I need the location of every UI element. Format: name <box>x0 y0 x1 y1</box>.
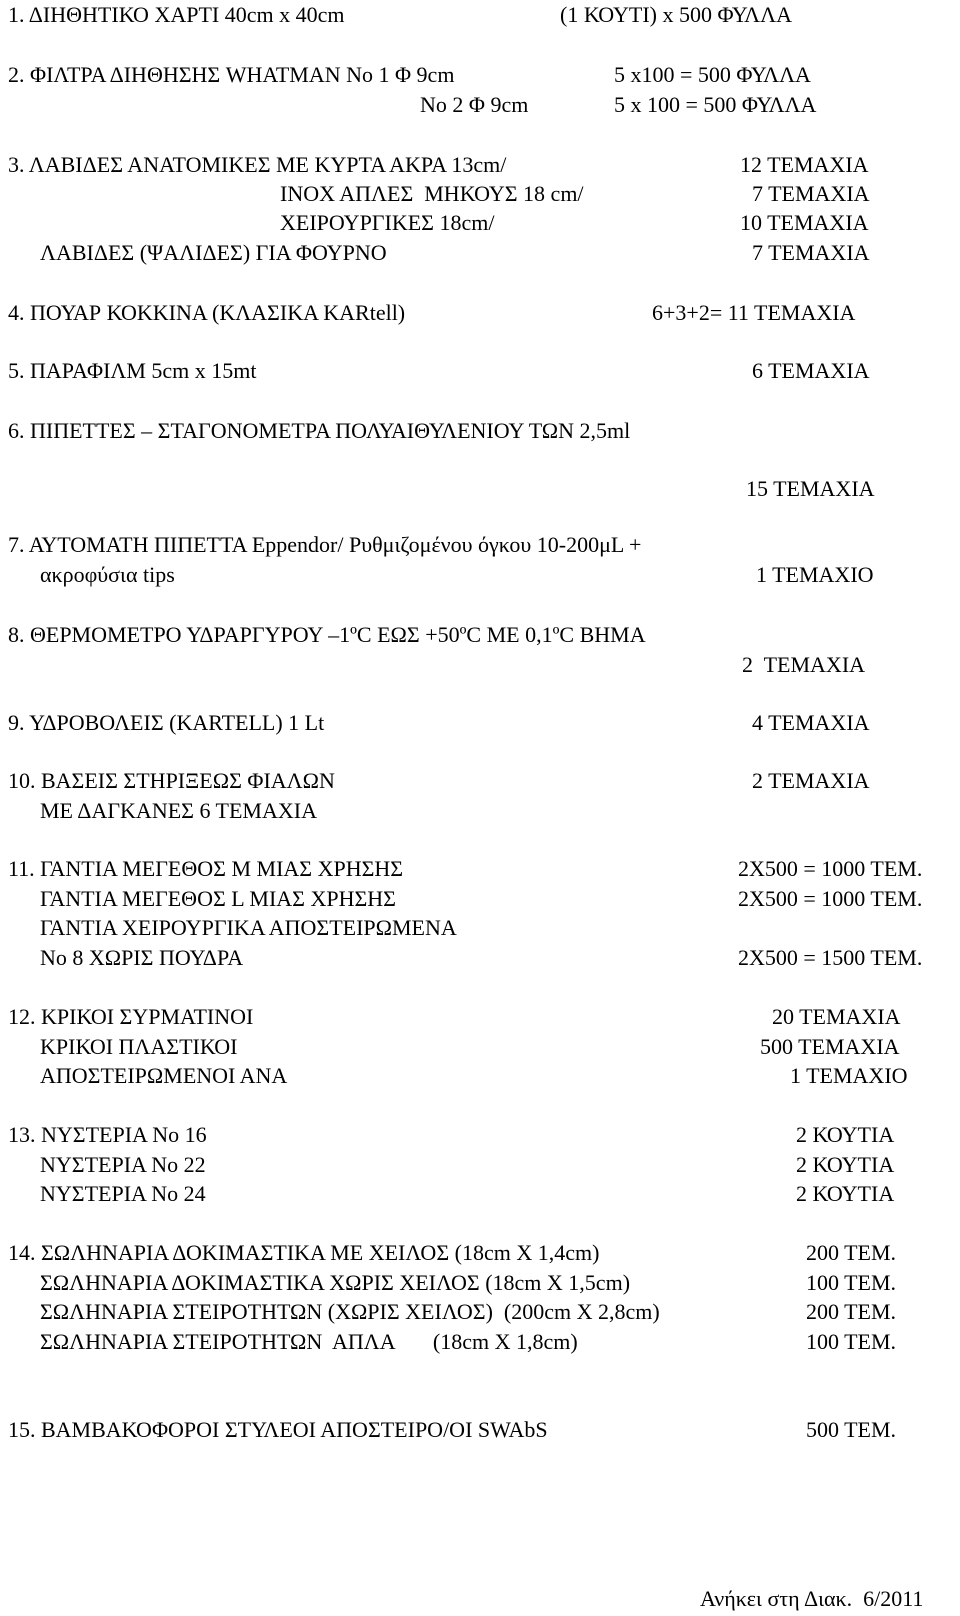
item-12-left: 12. ΚΡΙΚΟΙ ΣΥΡΜΑΤΙΝΟΙ <box>8 1004 254 1029</box>
item-6-left: 6. ΠΙΠΕΤΤΕΣ – ΣΤΑΓΟΝΟΜΕΤΡΑ ΠΟΛΥΑΙΘΥΛΕΝΙΟΥ ΤΩΝ 2,5ml <box>8 418 631 443</box>
item-13b-left: ΝΥΣΤΕΡΙΑ No 22 <box>40 1152 206 1177</box>
item-8-left: 8. ΘΕΡΜΟΜΕΤΡΟ ΥΔΡΑΡΓΥΡΟΥ –1ºC ΕΩΣ +50ºC ΜΕ 0,1ºC ΒΗΜΑ <box>8 622 646 647</box>
item-7b-left: ακροφύσια tips <box>40 562 175 587</box>
item-9-left: 9. ΥΔΡΟΒΟΛΕΙΣ (KARTELL) 1 Lt <box>8 710 325 735</box>
item-4-left: 4. ΠΟΥΑΡ ΚΟΚΚΙΝΑ (ΚΛΑΣΙΚΑ KARtell) <box>8 300 406 325</box>
item-13c-left: ΝΥΣΤΕΡΙΑ No 24 <box>40 1181 206 1206</box>
item-3c-right: 10 ΤΕΜΑΧΙΑ <box>740 210 869 235</box>
item-4-right: 6+3+2= 11 ΤΕΜΑΧΙΑ <box>652 300 856 325</box>
footer-note: Ανήκει στη Διακ. 6/2011 <box>700 1586 924 1611</box>
item-13b-right: 2 ΚΟΥΤΙΑ <box>796 1152 895 1177</box>
item-7-right: 1 ΤΕΜΑΧΙΟ <box>756 562 874 587</box>
item-11-right: 2Χ500 = 1000 ΤΕΜ. <box>738 856 923 881</box>
item-3d-left: ΛΑΒΙΔΕΣ (ΨΑΛΙΔΕΣ) ΓΙΑ ΦΟΥΡΝΟ <box>40 240 387 265</box>
item-6-right: 15 ΤΕΜΑΧΙΑ <box>746 476 875 501</box>
item-10-right: 2 ΤΕΜΑΧΙΑ <box>752 768 870 793</box>
item-12c-right: 1 ΤΕΜΑΧΙΟ <box>790 1063 908 1088</box>
item-13-left: 13. ΝΥΣΤΕΡΙΑ No 16 <box>8 1122 207 1147</box>
item-10-left: 10. ΒΑΣΕΙΣ ΣΤΗΡΙΞΕΩΣ ΦΙΑΛΩΝ <box>8 768 335 793</box>
item-8-right: 2 ΤΕΜΑΧΙΑ <box>742 652 866 677</box>
item-2-left: 2. ΦΙΛΤΡΑ ΔΙΗΘΗΣΗΣ WHATMAN No 1 Φ 9cm <box>8 62 455 87</box>
item-15-left: 15. ΒΑΜΒΑΚΟΦΟΡΟΙ ΣΤΥΛΕΟΙ ΑΠΟΣΤΕΙΡΟ/ΟΙ SWAbS <box>8 1417 548 1442</box>
item-14d-right: 100 ΤΕΜ. <box>806 1329 897 1354</box>
item-5-right: 6 ΤΕΜΑΧΙΑ <box>752 358 870 383</box>
item-9-right: 4 ΤΕΜΑΧΙΑ <box>752 710 870 735</box>
item-2-right: 5 x100 = 500 ΦΥΛΛΑ <box>614 62 811 87</box>
item-14c-right: 200 ΤΕΜ. <box>806 1299 897 1324</box>
item-14-right: 200 ΤΕΜ. <box>806 1240 897 1265</box>
item-12-right: 20 ΤΕΜΑΧΙΑ <box>772 1004 901 1029</box>
item-15-right: 500 ΤΕΜ. <box>806 1417 897 1442</box>
item-14c-left: ΣΩΛΗΝΑΡΙΑ ΣΤΕΙΡΟΤΗΤΩΝ (ΧΩΡΙΣ ΧΕΙΛΟΣ) (200cm Χ 2,8cm) <box>40 1299 660 1324</box>
item-1-right: (1 ΚΟΥΤΙ) x 500 ΦΥΛΛΑ <box>560 2 792 27</box>
item-3d-right: 7 ΤΕΜΑΧΙΑ <box>752 240 870 265</box>
item-12b-left: ΚΡΙΚΟΙ ΠΛΑΣΤΙΚΟΙ <box>40 1034 238 1059</box>
item-11b-right: 2Χ500 = 1000 ΤΕΜ. <box>738 886 923 911</box>
item-11-left: 11. ΓΑΝΤΙΑ ΜΕΓΕΘΟΣ Μ ΜΙΑΣ ΧΡΗΣΗΣ <box>8 856 404 881</box>
item-14d-left: ΣΩΛΗΝΑΡΙΑ ΣΤΕΙΡΟΤΗΤΩΝ ΑΠΛΑ (18cm Χ 1,8cm) <box>40 1329 578 1354</box>
item-10b-left: ΜΕ ΔΑΓΚΑΝΕΣ 6 ΤΕΜΑΧΙΑ <box>40 798 317 823</box>
item-11d-left: No 8 ΧΩΡΙΣ ΠΟΥΔΡΑ <box>40 945 244 970</box>
item-14b-left: ΣΩΛΗΝΑΡΙΑ ΔΟΚΙΜΑΣΤΙΚΑ ΧΩΡΙΣ ΧΕΙΛΟΣ (18cm Χ 1,5cm) <box>40 1270 631 1295</box>
item-11d-right: 2Χ500 = 1500 ΤΕΜ. <box>738 945 923 970</box>
item-3b-left: ΙΝΟΧ ΑΠΛΕΣ ΜΗΚΟΥΣ 18 cm/ <box>280 181 584 206</box>
item-12c-left: ΑΠΟΣΤΕΙΡΩΜΕΝΟΙ ΑΝΑ <box>40 1063 288 1088</box>
item-12b-right: 500 ΤΕΜΑΧΙΑ <box>760 1034 900 1059</box>
item-11c-left: ΓΑΝΤΙΑ ΧΕΙΡΟΥΡΓΙΚΑ ΑΠΟΣΤΕΙΡΩΜΕΝΑ <box>40 915 457 940</box>
item-2b-right: 5 x 100 = 500 ΦΥΛΛΑ <box>614 92 817 117</box>
item-11b-left: ΓΑΝΤΙΑ ΜΕΓΕΘΟΣ L ΜΙΑΣ ΧΡΗΣΗΣ <box>40 886 396 911</box>
item-14b-right: 100 ΤΕΜ. <box>806 1270 897 1295</box>
item-13-right: 2 ΚΟΥΤΙΑ <box>796 1122 895 1147</box>
item-7-left: 7. ΑΥΤΟΜΑΤΗ ΠΙΠΕΤΤΑ Eppendor/ Ρυθμιζομένου όγκου 10-200μL + <box>8 532 642 557</box>
item-5-left: 5. ΠΑΡΑΦΙΛΜ 5cm x 15mt <box>8 358 257 383</box>
item-3b-right: 7 ΤΕΜΑΧΙΑ <box>752 181 870 206</box>
item-3c-left: ΧΕΙΡΟΥΡΓΙΚΕΣ 18cm/ <box>280 210 495 235</box>
item-13c-right: 2 ΚΟΥΤΙΑ <box>796 1181 895 1206</box>
item-14-left: 14. ΣΩΛΗΝΑΡΙΑ ΔΟΚΙΜΑΣΤΙΚΑ ΜΕ ΧΕΙΛΟΣ (18cm Χ 1,4cm) <box>8 1240 600 1265</box>
item-3-right: 12 ΤΕΜΑΧΙΑ <box>740 152 869 177</box>
item-1-left: 1. ΔΙΗΘΗΤΙΚΟ ΧΑΡΤΙ 40cm x 40cm <box>8 2 345 27</box>
item-3-left: 3. ΛΑΒΙΔΕΣ ΑΝΑΤΟΜΙΚΕΣ ΜΕ ΚΥΡΤΑ ΑΚΡΑ 13cm/ <box>8 152 507 177</box>
item-2b-left: No 2 Φ 9cm <box>420 92 529 117</box>
